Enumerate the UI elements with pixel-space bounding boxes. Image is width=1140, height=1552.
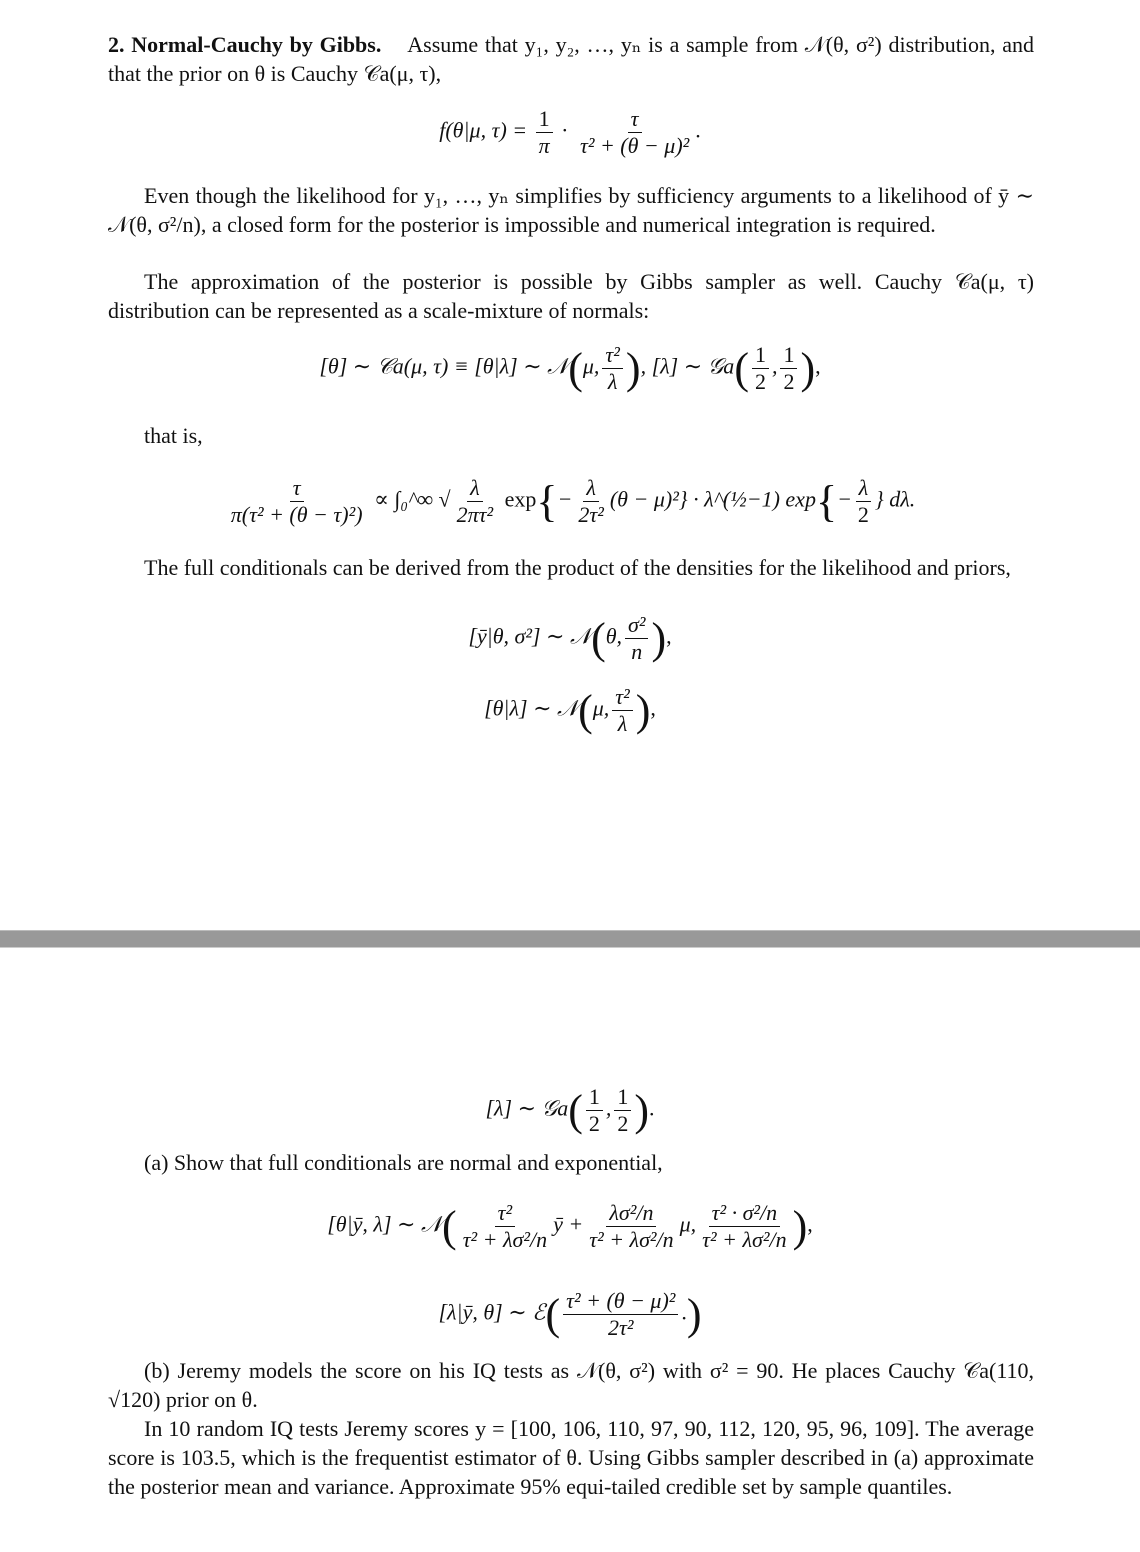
frac-num: τ² [612, 684, 632, 711]
frac-num: 1 [586, 1084, 603, 1111]
frac-den: 2τ² [578, 502, 604, 527]
frac-num: τ² [602, 342, 622, 369]
frac-num: λ [467, 475, 483, 502]
frac-num: λ [583, 475, 599, 502]
eq-dot: · [561, 117, 569, 143]
frac-num: 1 [614, 1084, 631, 1111]
eq-part: μ, [592, 695, 610, 721]
eq-end: . [649, 1095, 655, 1121]
eq-part: [λ] ∼ 𝒢a [485, 1095, 569, 1121]
frac-num: 1 [536, 106, 553, 133]
eq-part: μ, [679, 1211, 697, 1237]
eq-part: ∝ ∫₀^∞ [374, 486, 434, 512]
lambda-full-conditional-equation: [λ|ȳ, θ] ∼ ℰ( $\frac{\text{τ² + (θ − μ)²}}{\text{2τ²}}$ .) [438, 1288, 702, 1340]
that-is-text: that is, [144, 423, 203, 448]
frac-den: π(τ² + (θ − τ)²) [230, 502, 363, 527]
frac-den: 2 [617, 1111, 629, 1136]
scale-mixture-equation: [θ] ∼ 𝒞a(μ, τ) ≡ [θ|λ] ∼ 𝒩(μ, $\frac{\text{τ²}}{\lambda}$ ), [λ] ∼ 𝒢a( $\frac{1}{2}$ , $\frac{1}{2}$ ), [319, 342, 821, 394]
cauchy-density-equation [0, 106, 1140, 159]
eq-part: [λ|ȳ, θ] ∼ ℰ [438, 1299, 546, 1325]
eq-part: (θ − μ)²} · λ^(½−1) exp [609, 486, 816, 512]
eq-part: [θ|ȳ, λ] ∼ 𝒩 [327, 1211, 443, 1237]
ybar-conditional-equation: [ȳ|θ, σ²] ∼ 𝒩(θ, $\frac{\text{σ²}}{n}$ ), [468, 612, 672, 664]
problem-title: 2. Normal-Cauchy by Gibbs. [108, 32, 382, 57]
frac-num: 1 [780, 342, 797, 369]
paragraph-gibbs: The approximation of the posterior is possible by Gibbs sampler as well. Cauchy 𝒞a(μ, τ) distribution can be represented as a scale-mixture of normals: [108, 269, 1034, 323]
frac-den: 2 [588, 1111, 600, 1136]
integral-equation: $\frac{\tau}{\text{π(τ² + (θ − τ)²)}}$ ∝ ∫₀^∞ √ $\frac{\lambda}{\text{2πτ²}}$ exp{− $\frac{\lambda}{\text{2τ²}}$ (θ − μ)²} · λ^(½−1) exp{− $\frac{\lambda}{2}$ } dλ. [0, 475, 1140, 528]
frac-num: τ [290, 475, 304, 502]
frac-den: 2 [783, 369, 795, 394]
frac-den: 2πτ² [456, 502, 494, 527]
eq-end: , [650, 695, 656, 721]
eq-part: [θ|λ] ∼ 𝒩 [484, 695, 579, 721]
theta-full-conditional-equation: [θ|ȳ, λ] ∼ 𝒩( $\frac{\text{τ²}}{\text{τ² + λσ²/n}}$ ȳ + $\frac{\text{λσ²/n}}{\text{τ² + λσ²/n}}$ μ, $\frac{\text{τ² · σ²/n}}{\text{τ² + λσ²/n}}$ ), [327, 1200, 813, 1252]
frac-num: τ² + (θ − μ)² [563, 1288, 678, 1315]
frac-num: τ² [495, 1200, 515, 1227]
frac-den: 2 [754, 369, 766, 394]
frac-num: σ² [625, 612, 648, 639]
frac-num: λσ²/n [606, 1200, 656, 1227]
theta-lambda-equation: [θ|λ] ∼ 𝒩(μ, $\frac{\text{τ²}}{\lambda}$ ), [484, 684, 656, 736]
part-a-text: (a) Show that full conditionals are normal and exponential, [144, 1150, 663, 1175]
frac-den: 2 [857, 502, 869, 527]
frac-den: n [631, 639, 643, 664]
frac-den: τ² + λσ²/n [462, 1227, 548, 1252]
eq-lhs: f(θ|μ, τ) = [439, 117, 528, 143]
eq-part: [ȳ|θ, σ²] ∼ 𝒩 [468, 623, 592, 649]
intro-text: Assume that y₁, y₂, …, yₙ is a sample from 𝒩(θ, σ²) distribution, and that the prior on θ is Cauchy 𝒞a(μ, τ), [108, 32, 1034, 86]
eq-end: . [681, 1299, 687, 1325]
frac-den: π [538, 133, 550, 158]
frac-den: 2τ² [608, 1315, 634, 1340]
lambda-prior-equation: [λ] ∼ 𝒢a( $\frac{1}{2}$ , $\frac{1}{2}$ ). [485, 1084, 655, 1136]
eq-part: μ, [582, 353, 600, 379]
frac-num: τ² · σ²/n [709, 1200, 781, 1227]
eq-end: , [807, 1211, 813, 1237]
part-b-data-text: In 10 random IQ tests Jeremy scores y = [100, 106, 110, 97, 90, 112, 120, 95, 96, 109]. The average score is 103.5, which is the frequentist estimator of θ. Using Gibbs sampler described in (a) approximate the posterior mean and variance. Approximate 95% equi-tailed credible set by sample quantiles. [108, 1416, 1034, 1499]
eq-part: [θ] ∼ 𝒞a(μ, τ) ≡ [θ|λ] ∼ 𝒩 [319, 353, 569, 379]
eq-end: , [815, 353, 821, 379]
frac-num: τ [628, 106, 642, 133]
eq-part: θ, [605, 623, 623, 649]
eq-part: ȳ + [553, 1211, 584, 1237]
frac-den: λ [607, 369, 618, 394]
paragraph-full-conditionals: The full conditionals can be derived from the product of the densities for the likelihood and priors, [144, 555, 1011, 580]
intro-paragraph [108, 30, 1034, 88]
frac-den: τ² + λσ²/n [702, 1227, 787, 1252]
frac-den: τ² + (θ − μ)² [579, 133, 690, 158]
page-separator [0, 930, 1140, 948]
frac-den: τ² + λσ²/n [589, 1227, 674, 1252]
eq-part: exp [504, 486, 537, 512]
frac-num: 1 [752, 342, 769, 369]
eq-end: , [666, 623, 672, 649]
eq-end: } dλ. [874, 486, 916, 512]
frac-den: λ [617, 711, 628, 736]
part-b-text: (b) Jeremy models the score on his IQ tests as 𝒩(θ, σ²) with σ² = 90. He places Cauchy 𝒞a(110, √120) prior on θ. [108, 1358, 1034, 1412]
eq-end: . [695, 117, 701, 143]
frac-num: λ [856, 475, 872, 502]
paragraph-likelihood: Even though the likelihood for y₁, …, yₙ simplifies by sufficiency arguments to a likelihood of ȳ ∼ 𝒩(θ, σ²/n), a closed form for the posterior is impossible and numerical integration is required. [108, 183, 1034, 237]
eq-part: , [λ] ∼ 𝒢a [640, 353, 735, 379]
